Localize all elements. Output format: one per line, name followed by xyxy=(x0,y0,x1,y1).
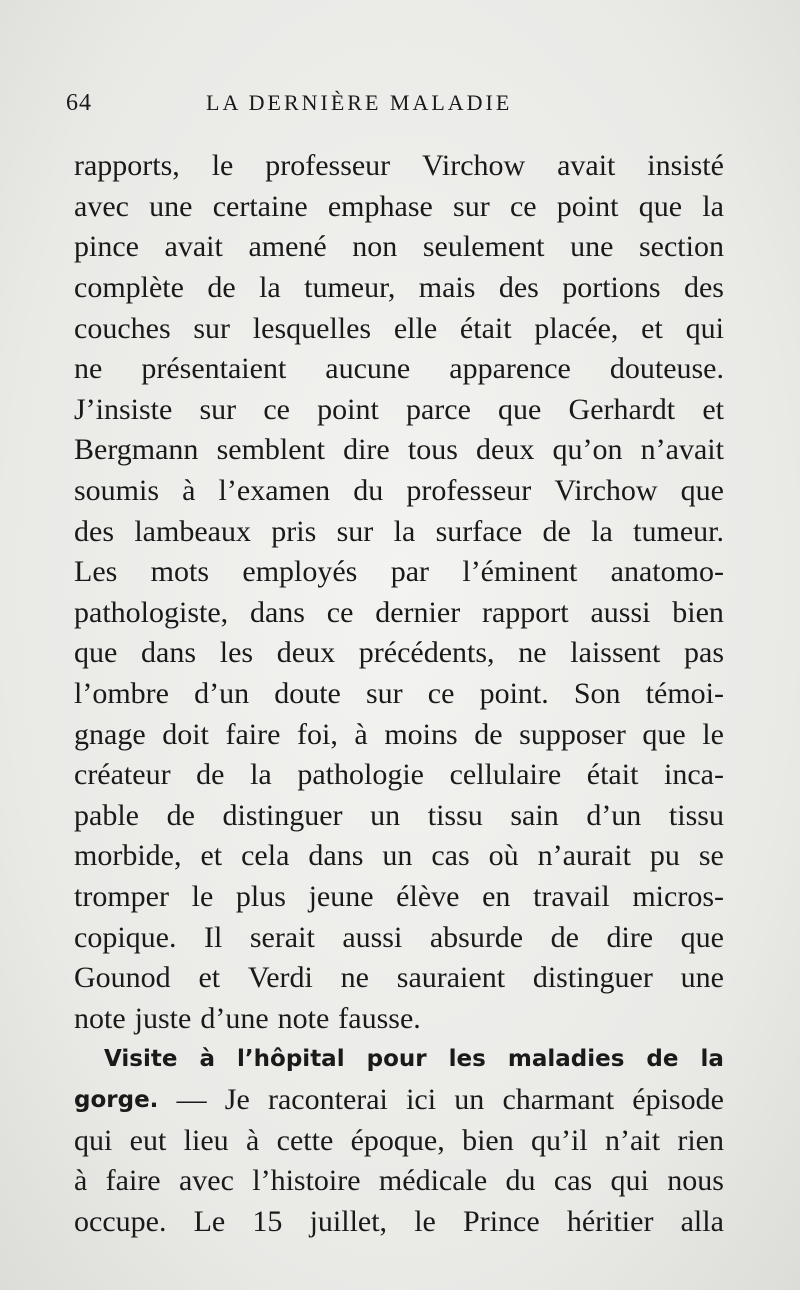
word: laissent xyxy=(570,636,661,670)
word: n’avait xyxy=(640,433,724,467)
text-line xyxy=(74,593,724,634)
page-number: 64 xyxy=(66,90,92,116)
word: couches xyxy=(74,311,171,345)
word: à xyxy=(74,1164,88,1198)
word: ce xyxy=(326,595,354,629)
text-line xyxy=(74,390,724,431)
text-line xyxy=(74,187,724,228)
word: pu xyxy=(649,839,680,873)
text-line xyxy=(74,1161,724,1202)
word: jeune xyxy=(308,879,374,913)
word: la xyxy=(702,189,724,223)
word: lieu xyxy=(183,1123,229,1157)
word: le xyxy=(702,717,724,751)
word: le xyxy=(414,1204,436,1238)
word: distinguer xyxy=(532,961,653,995)
word: aucune xyxy=(325,352,411,386)
word: sur xyxy=(199,392,237,426)
word: de xyxy=(542,514,571,548)
word: tromper xyxy=(74,879,169,913)
word: rapports, xyxy=(74,149,180,183)
word: bien xyxy=(462,1123,514,1157)
word: deux xyxy=(276,636,336,670)
word: fausse. xyxy=(338,1001,421,1035)
word: soumis xyxy=(74,474,160,508)
word: pas xyxy=(684,636,724,670)
word: l’histoire xyxy=(252,1164,361,1198)
word: sur xyxy=(336,514,374,548)
word: seulement xyxy=(422,230,545,264)
word: Bergmann xyxy=(74,433,199,467)
word: serait xyxy=(249,920,315,954)
word: faire xyxy=(225,717,281,751)
text-line xyxy=(74,1080,724,1121)
word: ne xyxy=(518,636,547,670)
word: ne xyxy=(340,961,369,995)
word: travail xyxy=(533,879,610,913)
word: présentaient xyxy=(141,352,287,386)
word: était xyxy=(586,758,639,792)
word: aussi xyxy=(342,920,403,954)
bold-heading-word: pour xyxy=(366,1046,427,1073)
word: témoi- xyxy=(645,677,724,711)
word: professeur xyxy=(265,149,391,183)
word: eut xyxy=(129,1123,167,1157)
word: la xyxy=(393,514,416,548)
word: le xyxy=(211,149,234,183)
word: et xyxy=(702,392,724,426)
word: dire xyxy=(606,920,654,954)
word: cela xyxy=(241,839,290,873)
word: la xyxy=(591,514,613,548)
word: du xyxy=(353,474,384,508)
word: Prince xyxy=(463,1204,540,1238)
word: n’aurait xyxy=(537,839,631,873)
word: un xyxy=(382,839,413,873)
word: avec xyxy=(74,189,129,223)
text-line xyxy=(74,714,724,755)
word: charmant xyxy=(502,1082,615,1116)
text-line xyxy=(74,146,724,187)
bold-heading-word: les xyxy=(448,1046,486,1073)
word: raconterai xyxy=(267,1082,388,1116)
text-line xyxy=(74,917,724,958)
word: de xyxy=(166,798,195,832)
word: avec xyxy=(178,1164,234,1198)
word: à xyxy=(354,717,368,751)
word: distinguer xyxy=(222,798,343,832)
word: pince xyxy=(74,230,139,264)
word: amené xyxy=(248,230,327,264)
text-line xyxy=(74,1120,724,1161)
word: que xyxy=(498,392,542,426)
word: ce xyxy=(509,189,537,223)
word: cette xyxy=(276,1123,334,1157)
word: non xyxy=(352,230,398,264)
word: était xyxy=(459,311,512,345)
word: lambeaux xyxy=(134,514,251,548)
text-line xyxy=(74,308,724,349)
word: qui xyxy=(685,311,724,345)
word: la xyxy=(250,758,272,792)
word: sauraient xyxy=(396,961,506,995)
word: ce xyxy=(427,677,455,711)
word: et xyxy=(641,311,663,345)
word: sur xyxy=(453,189,490,223)
word: pathologie xyxy=(297,758,424,792)
word: un xyxy=(454,1082,485,1116)
word: du xyxy=(505,1164,536,1198)
word: gnage xyxy=(74,717,146,751)
bold-heading-word: à xyxy=(199,1046,216,1073)
word: les xyxy=(219,636,254,670)
word: la xyxy=(259,271,281,305)
word: Le xyxy=(193,1204,226,1238)
word: se xyxy=(698,839,724,873)
word: précédents, xyxy=(358,636,495,670)
text-line xyxy=(74,755,724,796)
word: 15 xyxy=(252,1204,283,1238)
text-line xyxy=(74,998,724,1039)
word: Gerhardt xyxy=(568,392,676,426)
word: juste xyxy=(134,1001,192,1035)
text-line xyxy=(74,877,724,918)
bold-heading-word: l’hôpital xyxy=(237,1046,345,1073)
word: pris xyxy=(271,514,317,548)
word: doit xyxy=(162,717,209,751)
word: époque, xyxy=(350,1123,445,1157)
word: que xyxy=(638,189,683,223)
word: créateur xyxy=(74,758,171,792)
word: l’éminent xyxy=(462,555,578,589)
word: surface xyxy=(435,514,523,548)
word: dans xyxy=(141,636,197,670)
word: supposer xyxy=(519,717,626,751)
word: dans xyxy=(249,595,305,629)
word: Il xyxy=(203,920,223,954)
word: faire xyxy=(105,1164,161,1198)
word: médicale xyxy=(378,1164,488,1198)
word: Son xyxy=(573,677,621,711)
word: rien xyxy=(677,1123,724,1157)
word: tumeur. xyxy=(633,514,724,548)
bold-heading-word: Visite xyxy=(104,1046,178,1073)
word: note xyxy=(74,1001,126,1035)
word: pathologiste, xyxy=(74,595,229,629)
word: — xyxy=(176,1082,207,1116)
word: nous xyxy=(667,1164,724,1198)
word: Verdi xyxy=(247,961,313,995)
word: semblent xyxy=(216,433,325,467)
word: parce xyxy=(405,392,471,426)
word: portions xyxy=(562,271,661,305)
running-title: LA DERNIÈRE MALADIE xyxy=(206,90,513,115)
text-line xyxy=(74,796,724,837)
word: d’une xyxy=(200,1001,269,1035)
word: dernier xyxy=(375,595,461,629)
word: Virchow xyxy=(422,149,526,183)
word: absurde xyxy=(429,920,524,954)
word: insisté xyxy=(647,149,724,183)
word: des xyxy=(74,514,114,548)
word: que xyxy=(74,636,118,670)
word: qui xyxy=(74,1123,113,1157)
word: Gounod xyxy=(74,961,171,995)
text-line xyxy=(74,674,724,715)
word: sain xyxy=(510,798,559,832)
word: qu’il xyxy=(531,1123,588,1157)
word: une xyxy=(570,230,614,264)
word: dans xyxy=(308,839,364,873)
word: certaine xyxy=(212,189,308,223)
word: de xyxy=(474,717,503,751)
word: des xyxy=(498,271,539,305)
word: point. xyxy=(479,677,549,711)
word: pable xyxy=(74,798,139,832)
body-text xyxy=(74,146,724,1242)
word: héritier xyxy=(566,1204,654,1238)
word: ici xyxy=(406,1082,437,1116)
word: de xyxy=(196,758,225,792)
word: qui xyxy=(610,1164,649,1198)
word: l’examen xyxy=(218,474,331,508)
text-line xyxy=(74,1201,724,1242)
word: copique. xyxy=(74,920,177,954)
word: point xyxy=(317,392,379,426)
word: cas xyxy=(431,839,470,873)
word: placée, xyxy=(534,311,619,345)
word: de xyxy=(207,271,236,305)
word: complète xyxy=(74,271,184,305)
bold-heading-word: de xyxy=(646,1046,679,1073)
text-line xyxy=(74,430,724,471)
word: point xyxy=(556,189,619,223)
word: que xyxy=(680,474,724,508)
word: Je xyxy=(224,1082,250,1116)
text-line xyxy=(74,349,724,390)
word: apparence xyxy=(449,352,571,386)
word: des xyxy=(683,271,724,305)
word: Virchow xyxy=(554,474,658,508)
text-line xyxy=(74,511,724,552)
word: par xyxy=(390,555,430,589)
word: alla xyxy=(680,1204,724,1238)
word: foi, xyxy=(297,717,338,751)
word: une xyxy=(680,961,724,995)
word: sur xyxy=(193,311,231,345)
word: elle xyxy=(393,311,438,345)
word: à xyxy=(245,1123,260,1157)
word: n’ait xyxy=(605,1123,661,1157)
word: deux xyxy=(476,433,535,467)
word: moins xyxy=(384,717,458,751)
word: l’ombre xyxy=(74,677,169,711)
word: inca- xyxy=(664,758,724,792)
word: avait xyxy=(164,230,223,264)
text-line xyxy=(74,471,724,512)
bold-heading-word: gorge. xyxy=(74,1086,159,1113)
word: le xyxy=(191,879,214,913)
word: lesquelles xyxy=(252,311,372,345)
word: professeur xyxy=(406,474,532,508)
word: aussi xyxy=(590,595,651,629)
word: que xyxy=(642,717,686,751)
word: morbide, xyxy=(74,839,182,873)
bold-heading-word: la xyxy=(700,1046,724,1073)
word: où xyxy=(488,839,519,873)
word: employés xyxy=(242,555,358,589)
word: que xyxy=(680,920,724,954)
page-header xyxy=(66,90,736,130)
word: occupe. xyxy=(74,1204,167,1238)
word: à xyxy=(182,474,196,508)
word: tous xyxy=(407,433,458,467)
word: tissu xyxy=(427,798,483,832)
word: anatomo- xyxy=(610,555,724,589)
word: épisode xyxy=(632,1082,724,1116)
word: emphase xyxy=(327,189,433,223)
word: dire xyxy=(343,433,390,467)
word: rapport xyxy=(482,595,569,629)
word: cas xyxy=(553,1164,593,1198)
word: de xyxy=(550,920,579,954)
text-line xyxy=(74,227,724,268)
bold-heading-word: maladies xyxy=(507,1046,625,1073)
word: doute xyxy=(274,677,341,711)
word: cellulaire xyxy=(449,758,562,792)
word: d’un xyxy=(586,798,642,832)
word: bien xyxy=(672,595,724,629)
word: un xyxy=(370,798,401,832)
word: micros- xyxy=(632,879,724,913)
word: ce xyxy=(263,392,290,426)
text-line xyxy=(74,1039,724,1080)
word: J’insiste xyxy=(74,392,173,426)
text-line xyxy=(74,836,724,877)
word: élève xyxy=(396,879,460,913)
word: avait xyxy=(557,149,616,183)
word: qu’on xyxy=(552,433,623,467)
word: juillet, xyxy=(309,1204,388,1238)
text-line xyxy=(74,958,724,999)
text-line xyxy=(74,268,724,309)
word: tissu xyxy=(668,798,724,832)
text-line xyxy=(74,552,724,593)
word: section xyxy=(639,230,724,264)
word: sur xyxy=(366,677,403,711)
word: plus xyxy=(235,879,286,913)
word: note xyxy=(277,1001,330,1035)
word: et xyxy=(198,961,221,995)
word: douteuse. xyxy=(609,352,724,386)
word: une xyxy=(149,189,193,223)
word: d’un xyxy=(194,677,250,711)
word: et xyxy=(200,839,223,873)
word: mais xyxy=(418,271,476,305)
text-line xyxy=(74,633,724,674)
word: tumeur, xyxy=(304,271,396,305)
word: mots xyxy=(150,555,210,589)
word: en xyxy=(482,879,511,913)
word: ne xyxy=(74,352,103,386)
word: Les xyxy=(74,555,118,589)
